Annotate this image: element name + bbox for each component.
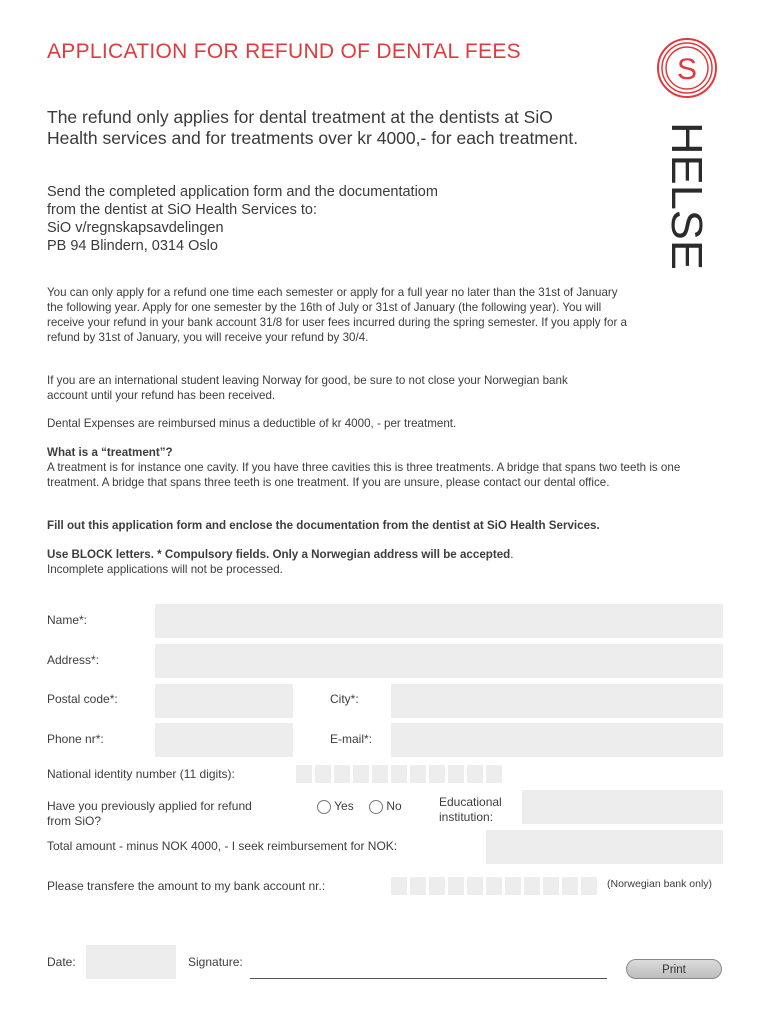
bank-account-label: Please transfere the amount to my bank account nr.: bbox=[47, 879, 326, 893]
bank-account-field bbox=[391, 877, 597, 895]
bank-account-digit[interactable] bbox=[562, 877, 578, 895]
send-line: Send the completed application form and the documentatiom bbox=[47, 184, 438, 200]
yes-label: Yes bbox=[334, 799, 354, 813]
bank-account-digit[interactable] bbox=[486, 877, 502, 895]
phone-label: Phone nr*: bbox=[47, 732, 104, 746]
phone-field[interactable] bbox=[155, 723, 293, 757]
national-id-digit[interactable] bbox=[315, 765, 331, 783]
semester-info: You can only apply for a refund one time each semester or apply for a full year no later than the 31st of January the following year. Apply for one semester by the 16th of July or 31st of January (the following year). You will receive your refund in your bank account 31/8 for user fees incurred during the spring semester. If you apply for a refund by 31st of January, you will receive your refund by 30/4. bbox=[47, 286, 628, 344]
name-label: Name*: bbox=[47, 613, 88, 627]
national-id-digit[interactable] bbox=[372, 765, 388, 783]
bank-account-digit[interactable] bbox=[543, 877, 559, 895]
national-id-digit[interactable] bbox=[448, 765, 464, 783]
sio-logo bbox=[656, 37, 718, 99]
helse-logo-word bbox=[657, 122, 717, 272]
national-id-digit[interactable] bbox=[410, 765, 426, 783]
national-id-digit[interactable] bbox=[391, 765, 407, 783]
bank-account-digit[interactable] bbox=[410, 877, 426, 895]
signature-line[interactable] bbox=[250, 978, 607, 979]
bank-account-digit[interactable] bbox=[429, 877, 445, 895]
intro-lead: The refund only applies for dental treatment at the dentists at SiO Health services and for treatments over kr 4000,- for each treatment. bbox=[47, 107, 579, 148]
send-address bbox=[47, 183, 607, 255]
send-line: SiO v/regnskapsavdelingen bbox=[47, 220, 224, 236]
email-label: E-mail*: bbox=[330, 732, 373, 746]
previously-applied-label: Have you previously applied for refund from SiO? bbox=[47, 799, 252, 828]
signature-label: Signature: bbox=[188, 955, 243, 969]
date-field[interactable] bbox=[86, 945, 176, 979]
bank-account-digit[interactable] bbox=[448, 877, 464, 895]
email-field[interactable] bbox=[391, 723, 723, 757]
bank-account-digit[interactable] bbox=[581, 877, 597, 895]
address-label: Address*: bbox=[47, 653, 100, 667]
international-info: If you are an international student leaving Norway for good, be sure to not close your Norwegian bank account until your refund has been received. bbox=[47, 374, 568, 402]
national-id-digit[interactable] bbox=[467, 765, 483, 783]
logo-letter: S bbox=[676, 53, 698, 86]
educational-institution-label: Educational institution: bbox=[439, 795, 502, 824]
amount-label: Total amount - minus NOK 4000, - I seek reimbursement for NOK: bbox=[47, 839, 398, 853]
national-id-digit[interactable] bbox=[429, 765, 445, 783]
send-line: from the dentist at SiO Health Services to: bbox=[47, 202, 317, 218]
bank-account-digit[interactable] bbox=[524, 877, 540, 895]
bank-note: (Norwegian bank only) bbox=[607, 878, 713, 890]
date-label: Date: bbox=[47, 955, 76, 969]
national-id-digit[interactable] bbox=[353, 765, 369, 783]
radio-circle-icon[interactable] bbox=[369, 800, 383, 814]
block-letters-instruction: Use BLOCK letters. * Compulsory fields. Only a Norwegian address will be accepted. bbox=[47, 548, 514, 561]
name-field[interactable] bbox=[155, 604, 723, 638]
svg-text:HELSE: HELSE bbox=[662, 122, 711, 267]
bank-account-digit[interactable] bbox=[467, 877, 483, 895]
national-id-digit[interactable] bbox=[486, 765, 502, 783]
city-field[interactable] bbox=[391, 684, 723, 718]
yes-radio[interactable] bbox=[317, 799, 354, 814]
bank-account-digit[interactable] bbox=[505, 877, 521, 895]
postal-code-label: Postal code*: bbox=[47, 692, 118, 706]
print-button[interactable]: Print bbox=[626, 959, 722, 979]
amount-field[interactable] bbox=[486, 830, 723, 864]
bank-account-digit[interactable] bbox=[391, 877, 407, 895]
no-radio[interactable] bbox=[369, 799, 402, 814]
deductible-info: Dental Expenses are reimbursed minus a deductible of kr 4000, - per treatment. bbox=[47, 417, 457, 430]
treatment-heading: What is a “treatment”? bbox=[47, 446, 173, 459]
national-id-digit[interactable] bbox=[334, 765, 350, 783]
fill-out-instruction: Fill out this application form and enclose the documentation from the dentist at SiO Health Services. bbox=[47, 519, 600, 532]
no-label: No bbox=[386, 799, 402, 813]
national-id-field bbox=[296, 765, 502, 783]
national-id-digit[interactable] bbox=[296, 765, 312, 783]
send-line: PB 94 Blindern, 0314 Oslo bbox=[47, 238, 218, 254]
page-title: APPLICATION FOR REFUND OF DENTAL FEES bbox=[47, 40, 521, 63]
educational-institution-field[interactable] bbox=[522, 790, 723, 824]
treatment-text: A treatment is for instance one cavity. If you have three cavities this is three treatments. A bridge that spans two teeth is one treatment. A bridge that spans three teeth is one treatment. If you are unsure, please contact our dental office. bbox=[47, 461, 681, 489]
incomplete-note: Incomplete applications will not be processed. bbox=[47, 563, 283, 576]
radio-circle-icon[interactable] bbox=[317, 800, 331, 814]
national-id-label: National identity number (11 digits): bbox=[47, 767, 235, 781]
address-field[interactable] bbox=[155, 644, 723, 678]
postal-code-field[interactable] bbox=[155, 684, 293, 718]
city-label: City*: bbox=[330, 692, 359, 706]
